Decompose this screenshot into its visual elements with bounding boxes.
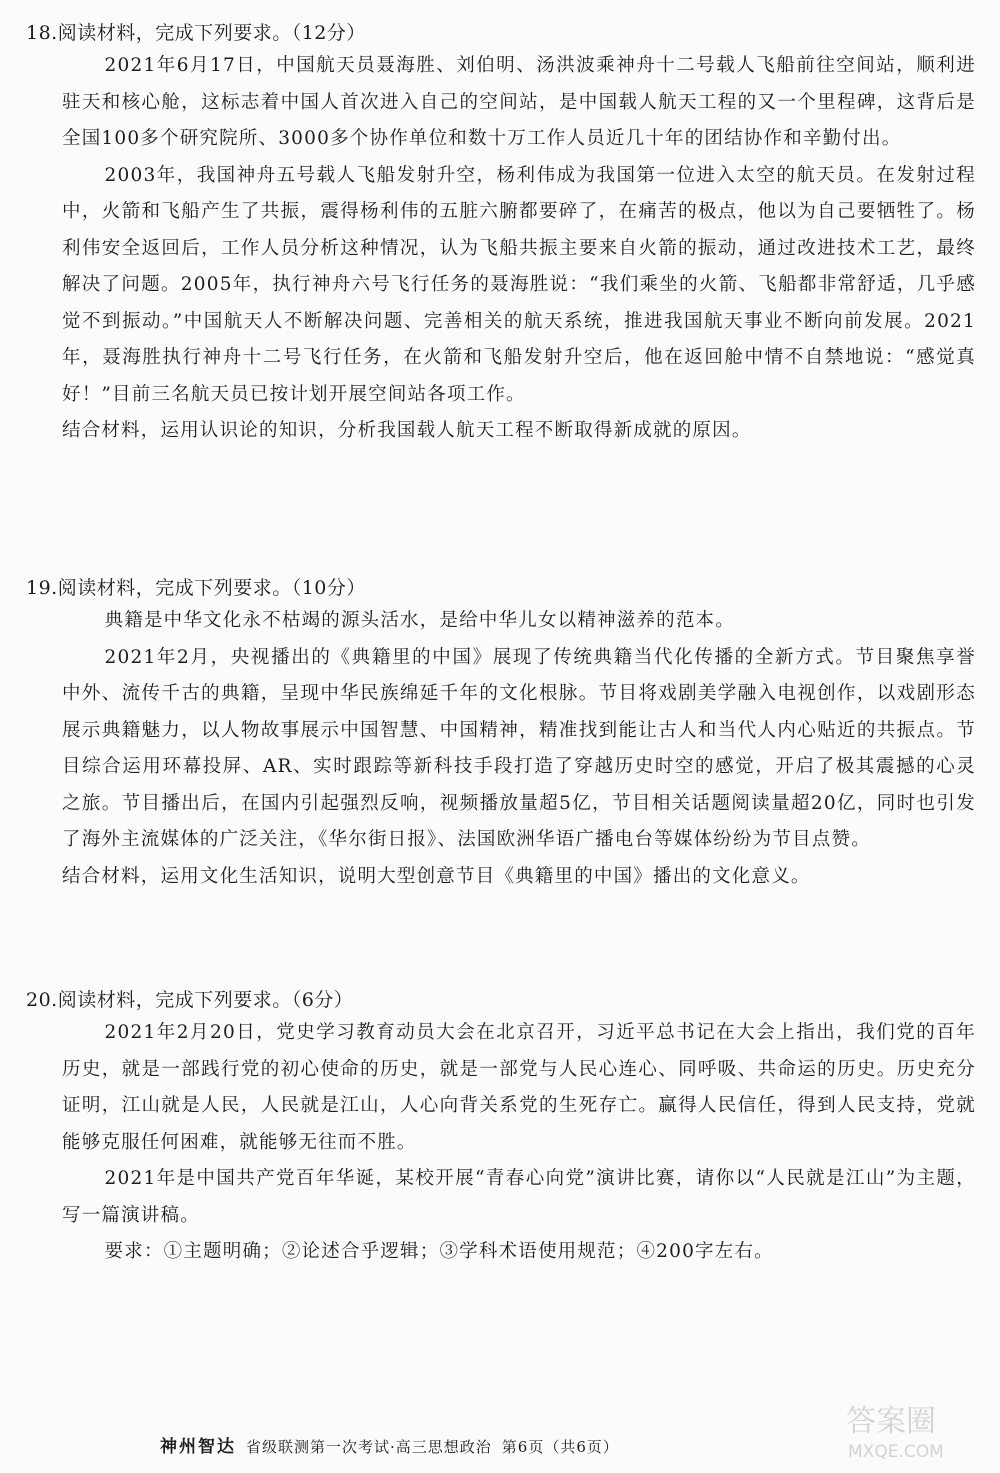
question-20-requirements: 要求：①主题明确；②论述合乎逻辑；③学科术语使用规范；④200字左右。 bbox=[104, 1241, 774, 1262]
question-20-heading: 20.阅读材料，完成下列要求。（6分） bbox=[26, 989, 354, 1011]
question-19-paragraph-2: 2021年2月，央视播出的《典籍里的中国》展现了传统典籍当代化传播的全新方式。节目聚焦享誉中外、流传千古的典籍，呈现中华民族绵延千年的文化根脉。节目将戏剧美学融入电视创作，以戏剧形态展示典籍魅力，以人物故事展示中国智慧、中国精神，精准找到能让古人和当代人内心贴近的共振点。节目综合运用环幕投屏、AR、实时跟踪等新科技手段打造了穿越历史时空的感觉，开启了极其震撼的心灵之旅。节目播出后，在国内引起强烈反响，视频播放量超5亿，节目相关话题阅读量超20亿，同时也引发了海外主流媒体的广泛关注，《华尔街日报》、法国欧洲华语广播电台等媒体纷纷为节目点赞。 bbox=[62, 646, 976, 850]
question-19-task: 结合材料，运用文化生活知识，说明大型创意节目《典籍里的中国》播出的文化意义。 bbox=[62, 865, 811, 887]
footer-page-number: 第6页（共6页） bbox=[501, 1438, 619, 1456]
question-18-task: 结合材料，运用认识论的知识，分析我国载人航天工程不断取得新成就的原因。 bbox=[62, 420, 752, 441]
watermark-text: 答案圈 bbox=[846, 1404, 936, 1439]
question-18-paragraph-2: 2003年，我国神舟五号载人飞船发射升空，杨利伟成为我国第一位进入太空的航天员。在发射过程中，火箭和飞船产生了共振，震得杨利伟的五脏六腑都要碎了，在痛苦的极点，他以为自己要牺牲了。杨利伟安全返回后，工作人员分析这种情况，认为飞船共振主要来自火箭的振动，通过改进技术工艺，最终解决了问题。2005年，执行神舟六号飞行任务的聂海胜说：“我们乘坐的火箭、飞船都非常舒适，几乎感觉不到振动。”中国航天人不断解决问题、完善相关的航天系统，推进我国航天事业不断向前发展。2021年，聂海胜执行神舟十二号飞行任务，在火箭和飞船发射升空后，他在返回舱中情不自禁地说：“感觉真好！”目前三名航天员已按计划开展空间站各项工作。 bbox=[62, 164, 976, 405]
question-19 bbox=[26, 573, 976, 895]
page-footer bbox=[160, 1432, 920, 1457]
footer-brand: 神州智达 bbox=[160, 1437, 236, 1457]
question-18-paragraph-1: 2021年6月17日，中国航天员聂海胜、刘伯明、汤洪波乘神舟十二号载人飞船前往空间站，顺利进驻天和核心舱，这标志着中国人首次进入自己的空间站，是中国载人航天工程的又一个里程碑，这背后是全国100多个研究院所、3000多个协作单位和数十万工作人员近几十年的团结协作和辛勤付出。 bbox=[62, 55, 976, 149]
question-20-paragraph-1: 2021年2月20日，党史学习教育动员大会在北京召开，习近平总书记在大会上指出，我们党的百年历史，就是一部践行党的初心使命的历史，就是一部党与人民心连心、同呼吸、共命运的历史。历史充分证明，江山就是人民，人民就是江山，人心向背关系党的生死存亡。赢得人民信任，得到人民支持，党就能够克服任何困难，就能够无往而不胜。 bbox=[62, 1022, 976, 1153]
question-18-heading: 18.阅读材料，完成下列要求。（12分） bbox=[26, 22, 366, 44]
watermark-logo-icon bbox=[836, 1395, 986, 1465]
footer-exam-title: 省级联测第一次考试·高三思想政治 bbox=[246, 1438, 492, 1456]
question-18 bbox=[26, 18, 976, 450]
question-19-heading: 19.阅读材料，完成下列要求。（10分） bbox=[26, 577, 366, 599]
question-20-paragraph-2: 2021年是中国共产党百年华诞，某校开展“青春心向党”演讲比赛，请你以“人民就是江山”为主题，写一篇演讲稿。 bbox=[62, 1168, 976, 1226]
question-20 bbox=[26, 985, 976, 1271]
watermark-url: MXQE.COM bbox=[848, 1442, 944, 1462]
question-19-paragraph-1: 典籍是中华文化永不枯竭的源头活水，是给中华儿女以精神滋养的范本。 bbox=[104, 610, 735, 631]
